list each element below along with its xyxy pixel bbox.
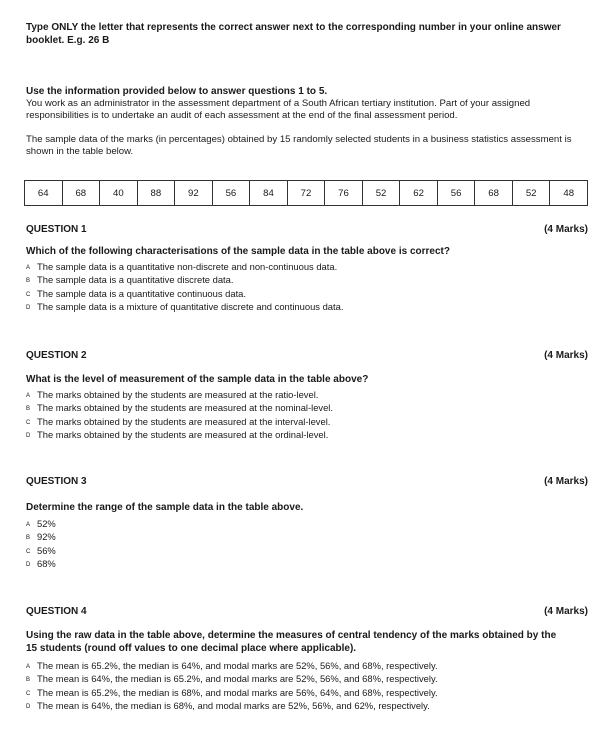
marks-table <box>24 180 588 206</box>
question-1-marks: (4 Marks) <box>544 224 588 235</box>
marks-cell: 52 <box>362 181 400 206</box>
question-2-title: QUESTION 2 <box>26 350 87 361</box>
option-a: A The mean is 65.2%, the median is 64%, and modal marks are 52%, 56%, and 68%, respectively. <box>26 660 438 671</box>
question-4-marks: (4 Marks) <box>544 606 588 617</box>
marks-cell: 40 <box>100 181 138 206</box>
option-b: B 92% <box>26 531 56 543</box>
question-3-title: QUESTION 3 <box>26 476 87 487</box>
marks-cell: 68 <box>475 181 513 206</box>
marks-cell: 52 <box>512 181 550 206</box>
question-3-options <box>26 518 586 572</box>
instructions: Type ONLY the letter that represents the correct answer next to the corresponding number in your online answer booklet. E.g. 26 B <box>26 22 561 46</box>
option-b: B The marks obtained by the students are measured at the nominal-level. <box>26 402 333 414</box>
question-2-text: What is the level of measurement of the sample data in the table above? <box>26 374 369 385</box>
option-a: A 52% <box>26 518 56 529</box>
option-a: A The marks obtained by the students are measured at the ratio-level. <box>26 389 319 400</box>
intro-context: You work as an administrator in the assessment department of a South African tertiary institution. Part of your assigned responsibilities is to undertake an audit of each assessment at the end of the final assessment period. <box>26 98 531 121</box>
marks-cell: 64 <box>25 181 63 206</box>
question-1-title: QUESTION 1 <box>26 224 87 235</box>
question-3-marks: (4 Marks) <box>544 476 588 487</box>
marks-cell: 68 <box>62 181 100 206</box>
marks-cell: 56 <box>212 181 250 206</box>
option-d: D 68% <box>26 558 56 570</box>
marks-cell: 48 <box>550 181 588 206</box>
option-d: D The marks obtained by the students are measured at the ordinal-level. <box>26 429 329 441</box>
intro-sample: The sample data of the marks (in percentages) obtained by 15 randomly selected students in a business statistics assessment is shown in the table below. <box>26 134 572 157</box>
question-1-text: Which of the following characterisations of the sample data in the table above is correct? <box>26 246 450 257</box>
marks-cell: 72 <box>287 181 325 206</box>
question-4-title: QUESTION 4 <box>26 606 87 617</box>
marks-cell: 56 <box>437 181 475 206</box>
option-d: D The sample data is a mixture of quantitative discrete and continuous data. <box>26 301 344 313</box>
question-4-header <box>26 606 588 617</box>
option-c: C The mean is 65.2%, the median is 68%, and modal marks are 56%, 64%, and 68%, respectively. <box>26 686 438 698</box>
option-c: C 56% <box>26 544 56 556</box>
marks-cell: 62 <box>400 181 438 206</box>
question-2-marks: (4 Marks) <box>544 350 588 361</box>
option-b: B The mean is 64%, the median is 65.2%, and modal marks are 52%, 56%, and 68%, respectively. <box>26 673 438 685</box>
question-2-options <box>26 389 586 443</box>
question-3-text: Determine the range of the sample data in the table above. <box>26 502 304 513</box>
option-c: C The sample data is a quantitative continuous data. <box>26 287 246 299</box>
marks-row <box>25 181 588 206</box>
question-3-header <box>26 476 588 487</box>
marks-cell: 84 <box>250 181 288 206</box>
question-4-text: Using the raw data in the table above, determine the measures of central tendency of the marks obtained by the 15 students (round off values to one decimal place where applicable). <box>26 630 557 654</box>
option-b: B The sample data is a quantitative discrete data. <box>26 274 234 286</box>
option-d: D The mean is 64%, the median is 68%, and modal marks are 52%, 56%, and 62%, respectively. <box>26 700 430 712</box>
marks-cell: 92 <box>175 181 213 206</box>
marks-cell: 88 <box>137 181 175 206</box>
intro-heading: Use the information provided below to answer questions 1 to 5. <box>26 86 328 97</box>
option-c: C The marks obtained by the students are measured at the interval-level. <box>26 415 331 427</box>
marks-cell: 76 <box>325 181 363 206</box>
question-2-header <box>26 350 588 361</box>
option-a: A The sample data is a quantitative non-discrete and non-continuous data. <box>26 261 338 272</box>
question-1-header <box>26 224 588 235</box>
question-4-options <box>26 660 586 714</box>
question-1-options <box>26 261 586 315</box>
